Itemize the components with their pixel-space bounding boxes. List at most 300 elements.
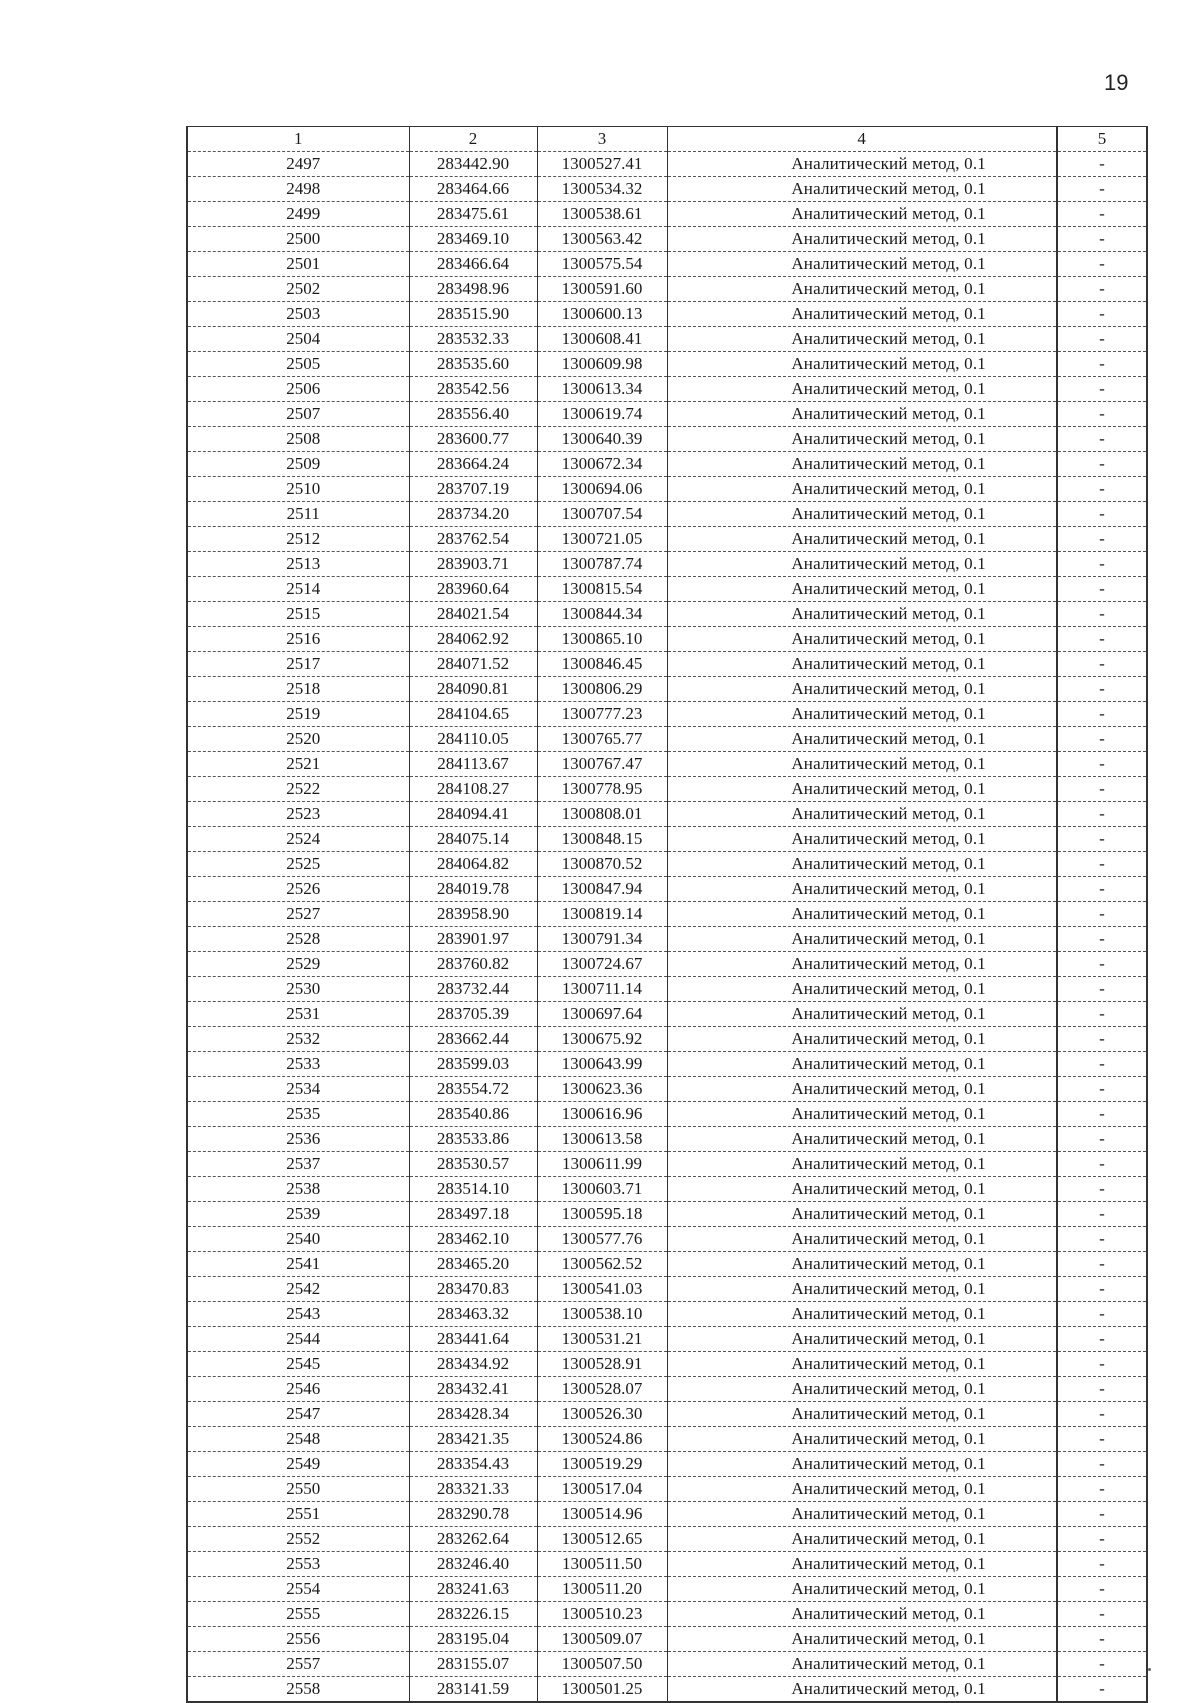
point-number-cell: 2504 bbox=[187, 327, 409, 352]
table-row bbox=[187, 1202, 1147, 1227]
x-coordinate-cell: 283464.66 bbox=[409, 177, 537, 202]
y-coordinate-cell: 1300526.30 bbox=[537, 1402, 667, 1427]
point-number-cell: 2516 bbox=[187, 627, 409, 652]
x-coordinate-cell: 283475.61 bbox=[409, 202, 537, 227]
x-coordinate-cell: 283734.20 bbox=[409, 502, 537, 527]
note-cell: - bbox=[1057, 1252, 1147, 1277]
y-coordinate-cell: 1300848.15 bbox=[537, 827, 667, 852]
note-cell: - bbox=[1057, 727, 1147, 752]
method-accuracy-cell: Аналитический метод, 0.1 bbox=[667, 1677, 1057, 1703]
note-cell: - bbox=[1057, 877, 1147, 902]
note-cell: - bbox=[1057, 1652, 1147, 1677]
method-accuracy-cell: Аналитический метод, 0.1 bbox=[667, 202, 1057, 227]
note-cell: - bbox=[1057, 402, 1147, 427]
y-coordinate-cell: 1300613.34 bbox=[537, 377, 667, 402]
x-coordinate-cell: 283428.34 bbox=[409, 1402, 537, 1427]
y-coordinate-cell: 1300819.14 bbox=[537, 902, 667, 927]
table-row bbox=[187, 227, 1147, 252]
method-accuracy-cell: Аналитический метод, 0.1 bbox=[667, 827, 1057, 852]
column-header-1: 1 bbox=[187, 127, 409, 152]
note-cell: - bbox=[1057, 227, 1147, 252]
method-accuracy-cell: Аналитический метод, 0.1 bbox=[667, 877, 1057, 902]
x-coordinate-cell: 283600.77 bbox=[409, 427, 537, 452]
y-coordinate-cell: 1300510.23 bbox=[537, 1602, 667, 1627]
table-row bbox=[187, 1452, 1147, 1477]
x-coordinate-cell: 284064.82 bbox=[409, 852, 537, 877]
table-row bbox=[187, 152, 1147, 177]
y-coordinate-cell: 1300527.41 bbox=[537, 152, 667, 177]
note-cell: - bbox=[1057, 927, 1147, 952]
x-coordinate-cell: 283530.57 bbox=[409, 1152, 537, 1177]
x-coordinate-cell: 283540.86 bbox=[409, 1102, 537, 1127]
y-coordinate-cell: 1300694.06 bbox=[537, 477, 667, 502]
point-number-cell: 2508 bbox=[187, 427, 409, 452]
table-row bbox=[187, 252, 1147, 277]
note-cell: - bbox=[1057, 752, 1147, 777]
table-row bbox=[187, 1102, 1147, 1127]
y-coordinate-cell: 1300870.52 bbox=[537, 852, 667, 877]
method-accuracy-cell: Аналитический метод, 0.1 bbox=[667, 1177, 1057, 1202]
x-coordinate-cell: 284062.92 bbox=[409, 627, 537, 652]
y-coordinate-cell: 1300806.29 bbox=[537, 677, 667, 702]
y-coordinate-cell: 1300541.03 bbox=[537, 1277, 667, 1302]
method-accuracy-cell: Аналитический метод, 0.1 bbox=[667, 1327, 1057, 1352]
table-row bbox=[187, 302, 1147, 327]
x-coordinate-cell: 283465.20 bbox=[409, 1252, 537, 1277]
note-cell: - bbox=[1057, 477, 1147, 502]
method-accuracy-cell: Аналитический метод, 0.1 bbox=[667, 552, 1057, 577]
x-coordinate-cell: 283463.32 bbox=[409, 1302, 537, 1327]
column-header-5: 5 bbox=[1057, 127, 1147, 152]
x-coordinate-cell: 283901.97 bbox=[409, 927, 537, 952]
y-coordinate-cell: 1300787.74 bbox=[537, 552, 667, 577]
method-accuracy-cell: Аналитический метод, 0.1 bbox=[667, 852, 1057, 877]
point-number-cell: 2536 bbox=[187, 1127, 409, 1152]
y-coordinate-cell: 1300675.92 bbox=[537, 1027, 667, 1052]
method-accuracy-cell: Аналитический метод, 0.1 bbox=[667, 1552, 1057, 1577]
method-accuracy-cell: Аналитический метод, 0.1 bbox=[667, 1127, 1057, 1152]
table-row bbox=[187, 277, 1147, 302]
point-number-cell: 2530 bbox=[187, 977, 409, 1002]
point-number-cell: 2513 bbox=[187, 552, 409, 577]
method-accuracy-cell: Аналитический метод, 0.1 bbox=[667, 427, 1057, 452]
table-row bbox=[187, 1577, 1147, 1602]
scan-speck bbox=[1148, 1668, 1151, 1671]
point-number-cell: 2534 bbox=[187, 1077, 409, 1102]
x-coordinate-cell: 283556.40 bbox=[409, 402, 537, 427]
y-coordinate-cell: 1300514.96 bbox=[537, 1502, 667, 1527]
table-row bbox=[187, 1402, 1147, 1427]
y-coordinate-cell: 1300643.99 bbox=[537, 1052, 667, 1077]
point-number-cell: 2543 bbox=[187, 1302, 409, 1327]
table-row bbox=[187, 677, 1147, 702]
method-accuracy-cell: Аналитический метод, 0.1 bbox=[667, 527, 1057, 552]
note-cell: - bbox=[1057, 977, 1147, 1002]
y-coordinate-cell: 1300591.60 bbox=[537, 277, 667, 302]
note-cell: - bbox=[1057, 1452, 1147, 1477]
method-accuracy-cell: Аналитический метод, 0.1 bbox=[667, 952, 1057, 977]
table-row bbox=[187, 927, 1147, 952]
x-coordinate-cell: 283195.04 bbox=[409, 1627, 537, 1652]
table-row bbox=[187, 352, 1147, 377]
x-coordinate-cell: 283903.71 bbox=[409, 552, 537, 577]
column-header-2: 2 bbox=[409, 127, 537, 152]
point-number-cell: 2541 bbox=[187, 1252, 409, 1277]
note-cell: - bbox=[1057, 1327, 1147, 1352]
x-coordinate-cell: 284110.05 bbox=[409, 727, 537, 752]
method-accuracy-cell: Аналитический метод, 0.1 bbox=[667, 927, 1057, 952]
note-cell: - bbox=[1057, 352, 1147, 377]
table-row bbox=[187, 1502, 1147, 1527]
table-row bbox=[187, 627, 1147, 652]
x-coordinate-cell: 283441.64 bbox=[409, 1327, 537, 1352]
method-accuracy-cell: Аналитический метод, 0.1 bbox=[667, 1227, 1057, 1252]
note-cell: - bbox=[1057, 427, 1147, 452]
x-coordinate-cell: 283533.86 bbox=[409, 1127, 537, 1152]
note-cell: - bbox=[1057, 1227, 1147, 1252]
note-cell: - bbox=[1057, 302, 1147, 327]
x-coordinate-cell: 283421.35 bbox=[409, 1427, 537, 1452]
note-cell: - bbox=[1057, 152, 1147, 177]
point-number-cell: 2548 bbox=[187, 1427, 409, 1452]
point-number-cell: 2511 bbox=[187, 502, 409, 527]
point-number-cell: 2503 bbox=[187, 302, 409, 327]
method-accuracy-cell: Аналитический метод, 0.1 bbox=[667, 1027, 1057, 1052]
method-accuracy-cell: Аналитический метод, 0.1 bbox=[667, 377, 1057, 402]
note-cell: - bbox=[1057, 452, 1147, 477]
method-accuracy-cell: Аналитический метод, 0.1 bbox=[667, 452, 1057, 477]
note-cell: - bbox=[1057, 1102, 1147, 1127]
table-row bbox=[187, 527, 1147, 552]
table-row bbox=[187, 1327, 1147, 1352]
y-coordinate-cell: 1300517.04 bbox=[537, 1477, 667, 1502]
x-coordinate-cell: 284090.81 bbox=[409, 677, 537, 702]
note-cell: - bbox=[1057, 377, 1147, 402]
y-coordinate-cell: 1300511.20 bbox=[537, 1577, 667, 1602]
table-row bbox=[187, 1227, 1147, 1252]
x-coordinate-cell: 283599.03 bbox=[409, 1052, 537, 1077]
x-coordinate-cell: 283321.33 bbox=[409, 1477, 537, 1502]
y-coordinate-cell: 1300512.65 bbox=[537, 1527, 667, 1552]
x-coordinate-cell: 283470.83 bbox=[409, 1277, 537, 1302]
x-coordinate-cell: 283155.07 bbox=[409, 1652, 537, 1677]
table-row bbox=[187, 977, 1147, 1002]
table-row bbox=[187, 427, 1147, 452]
table-row bbox=[187, 1552, 1147, 1577]
note-cell: - bbox=[1057, 1077, 1147, 1102]
x-coordinate-cell: 283498.96 bbox=[409, 277, 537, 302]
x-coordinate-cell: 283535.60 bbox=[409, 352, 537, 377]
x-coordinate-cell: 283469.10 bbox=[409, 227, 537, 252]
method-accuracy-cell: Аналитический метод, 0.1 bbox=[667, 1627, 1057, 1652]
table-row bbox=[187, 852, 1147, 877]
point-number-cell: 2554 bbox=[187, 1577, 409, 1602]
table-row bbox=[187, 552, 1147, 577]
y-coordinate-cell: 1300531.21 bbox=[537, 1327, 667, 1352]
note-cell: - bbox=[1057, 1527, 1147, 1552]
method-accuracy-cell: Аналитический метод, 0.1 bbox=[667, 1652, 1057, 1677]
method-accuracy-cell: Аналитический метод, 0.1 bbox=[667, 777, 1057, 802]
table-header-row bbox=[187, 127, 1147, 152]
y-coordinate-cell: 1300721.05 bbox=[537, 527, 667, 552]
y-coordinate-cell: 1300711.14 bbox=[537, 977, 667, 1002]
y-coordinate-cell: 1300595.18 bbox=[537, 1202, 667, 1227]
x-coordinate-cell: 283760.82 bbox=[409, 952, 537, 977]
table-row bbox=[187, 1602, 1147, 1627]
point-number-cell: 2523 bbox=[187, 802, 409, 827]
note-cell: - bbox=[1057, 1677, 1147, 1703]
x-coordinate-cell: 283732.44 bbox=[409, 977, 537, 1002]
point-number-cell: 2507 bbox=[187, 402, 409, 427]
x-coordinate-cell: 283466.64 bbox=[409, 252, 537, 277]
method-accuracy-cell: Аналитический метод, 0.1 bbox=[667, 577, 1057, 602]
table-row bbox=[187, 727, 1147, 752]
y-coordinate-cell: 1300777.23 bbox=[537, 702, 667, 727]
x-coordinate-cell: 283762.54 bbox=[409, 527, 537, 552]
table-row bbox=[187, 1027, 1147, 1052]
y-coordinate-cell: 1300609.98 bbox=[537, 352, 667, 377]
y-coordinate-cell: 1300577.76 bbox=[537, 1227, 667, 1252]
table-body bbox=[187, 152, 1147, 1703]
note-cell: - bbox=[1057, 1627, 1147, 1652]
point-number-cell: 2518 bbox=[187, 677, 409, 702]
x-coordinate-cell: 283442.90 bbox=[409, 152, 537, 177]
point-number-cell: 2542 bbox=[187, 1277, 409, 1302]
table-row bbox=[187, 1302, 1147, 1327]
method-accuracy-cell: Аналитический метод, 0.1 bbox=[667, 1252, 1057, 1277]
x-coordinate-cell: 284113.67 bbox=[409, 752, 537, 777]
column-header-4: 4 bbox=[667, 127, 1057, 152]
table-row bbox=[187, 902, 1147, 927]
point-number-cell: 2519 bbox=[187, 702, 409, 727]
y-coordinate-cell: 1300619.74 bbox=[537, 402, 667, 427]
point-number-cell: 2557 bbox=[187, 1652, 409, 1677]
method-accuracy-cell: Аналитический метод, 0.1 bbox=[667, 702, 1057, 727]
method-accuracy-cell: Аналитический метод, 0.1 bbox=[667, 677, 1057, 702]
y-coordinate-cell: 1300538.61 bbox=[537, 202, 667, 227]
method-accuracy-cell: Аналитический метод, 0.1 bbox=[667, 802, 1057, 827]
y-coordinate-cell: 1300563.42 bbox=[537, 227, 667, 252]
point-number-cell: 2506 bbox=[187, 377, 409, 402]
method-accuracy-cell: Аналитический метод, 0.1 bbox=[667, 1077, 1057, 1102]
point-number-cell: 2528 bbox=[187, 927, 409, 952]
point-number-cell: 2558 bbox=[187, 1677, 409, 1703]
method-accuracy-cell: Аналитический метод, 0.1 bbox=[667, 402, 1057, 427]
method-accuracy-cell: Аналитический метод, 0.1 bbox=[667, 902, 1057, 927]
point-number-cell: 2532 bbox=[187, 1027, 409, 1052]
table-row bbox=[187, 952, 1147, 977]
method-accuracy-cell: Аналитический метод, 0.1 bbox=[667, 1302, 1057, 1327]
x-coordinate-cell: 283246.40 bbox=[409, 1552, 537, 1577]
y-coordinate-cell: 1300528.91 bbox=[537, 1352, 667, 1377]
method-accuracy-cell: Аналитический метод, 0.1 bbox=[667, 752, 1057, 777]
x-coordinate-cell: 283515.90 bbox=[409, 302, 537, 327]
x-coordinate-cell: 283241.63 bbox=[409, 1577, 537, 1602]
note-cell: - bbox=[1057, 627, 1147, 652]
method-accuracy-cell: Аналитический метод, 0.1 bbox=[667, 1502, 1057, 1527]
point-number-cell: 2550 bbox=[187, 1477, 409, 1502]
table-row bbox=[187, 327, 1147, 352]
table-row bbox=[187, 1277, 1147, 1302]
note-cell: - bbox=[1057, 1602, 1147, 1627]
y-coordinate-cell: 1300507.50 bbox=[537, 1652, 667, 1677]
method-accuracy-cell: Аналитический метод, 0.1 bbox=[667, 277, 1057, 302]
table-row bbox=[187, 377, 1147, 402]
x-coordinate-cell: 284094.41 bbox=[409, 802, 537, 827]
method-accuracy-cell: Аналитический метод, 0.1 bbox=[667, 352, 1057, 377]
note-cell: - bbox=[1057, 527, 1147, 552]
table-row bbox=[187, 1352, 1147, 1377]
note-cell: - bbox=[1057, 1002, 1147, 1027]
x-coordinate-cell: 283958.90 bbox=[409, 902, 537, 927]
y-coordinate-cell: 1300865.10 bbox=[537, 627, 667, 652]
point-number-cell: 2526 bbox=[187, 877, 409, 902]
y-coordinate-cell: 1300778.95 bbox=[537, 777, 667, 802]
table-row bbox=[187, 1377, 1147, 1402]
table-row bbox=[187, 1252, 1147, 1277]
y-coordinate-cell: 1300672.34 bbox=[537, 452, 667, 477]
note-cell: - bbox=[1057, 1402, 1147, 1427]
method-accuracy-cell: Аналитический метод, 0.1 bbox=[667, 1352, 1057, 1377]
table-row bbox=[187, 502, 1147, 527]
y-coordinate-cell: 1300562.52 bbox=[537, 1252, 667, 1277]
point-number-cell: 2499 bbox=[187, 202, 409, 227]
note-cell: - bbox=[1057, 702, 1147, 727]
y-coordinate-cell: 1300640.39 bbox=[537, 427, 667, 452]
x-coordinate-cell: 284071.52 bbox=[409, 652, 537, 677]
method-accuracy-cell: Аналитический метод, 0.1 bbox=[667, 1377, 1057, 1402]
method-accuracy-cell: Аналитический метод, 0.1 bbox=[667, 227, 1057, 252]
note-cell: - bbox=[1057, 1052, 1147, 1077]
method-accuracy-cell: Аналитический метод, 0.1 bbox=[667, 1402, 1057, 1427]
note-cell: - bbox=[1057, 1427, 1147, 1452]
table-row bbox=[187, 1177, 1147, 1202]
x-coordinate-cell: 283664.24 bbox=[409, 452, 537, 477]
x-coordinate-cell: 284021.54 bbox=[409, 602, 537, 627]
table-row bbox=[187, 1427, 1147, 1452]
table-row bbox=[187, 177, 1147, 202]
note-cell: - bbox=[1057, 1277, 1147, 1302]
y-coordinate-cell: 1300791.34 bbox=[537, 927, 667, 952]
table-row bbox=[187, 1002, 1147, 1027]
method-accuracy-cell: Аналитический метод, 0.1 bbox=[667, 977, 1057, 1002]
method-accuracy-cell: Аналитический метод, 0.1 bbox=[667, 627, 1057, 652]
table-row bbox=[187, 1152, 1147, 1177]
y-coordinate-cell: 1300603.71 bbox=[537, 1177, 667, 1202]
y-coordinate-cell: 1300511.50 bbox=[537, 1552, 667, 1577]
x-coordinate-cell: 283141.59 bbox=[409, 1677, 537, 1703]
y-coordinate-cell: 1300616.96 bbox=[537, 1102, 667, 1127]
method-accuracy-cell: Аналитический метод, 0.1 bbox=[667, 1477, 1057, 1502]
method-accuracy-cell: Аналитический метод, 0.1 bbox=[667, 502, 1057, 527]
note-cell: - bbox=[1057, 202, 1147, 227]
x-coordinate-cell: 283707.19 bbox=[409, 477, 537, 502]
method-accuracy-cell: Аналитический метод, 0.1 bbox=[667, 252, 1057, 277]
y-coordinate-cell: 1300847.94 bbox=[537, 877, 667, 902]
method-accuracy-cell: Аналитический метод, 0.1 bbox=[667, 1277, 1057, 1302]
method-accuracy-cell: Аналитический метод, 0.1 bbox=[667, 1052, 1057, 1077]
note-cell: - bbox=[1057, 952, 1147, 977]
table-row bbox=[187, 652, 1147, 677]
y-coordinate-cell: 1300815.54 bbox=[537, 577, 667, 602]
table-row bbox=[187, 877, 1147, 902]
point-number-cell: 2501 bbox=[187, 252, 409, 277]
y-coordinate-cell: 1300765.77 bbox=[537, 727, 667, 752]
column-header-3: 3 bbox=[537, 127, 667, 152]
method-accuracy-cell: Аналитический метод, 0.1 bbox=[667, 1002, 1057, 1027]
x-coordinate-cell: 283354.43 bbox=[409, 1452, 537, 1477]
y-coordinate-cell: 1300613.58 bbox=[537, 1127, 667, 1152]
note-cell: - bbox=[1057, 1127, 1147, 1152]
note-cell: - bbox=[1057, 252, 1147, 277]
y-coordinate-cell: 1300524.86 bbox=[537, 1427, 667, 1452]
note-cell: - bbox=[1057, 1202, 1147, 1227]
table-row bbox=[187, 827, 1147, 852]
point-number-cell: 2545 bbox=[187, 1352, 409, 1377]
table-row bbox=[187, 702, 1147, 727]
point-number-cell: 2500 bbox=[187, 227, 409, 252]
note-cell: - bbox=[1057, 852, 1147, 877]
coordinates-table bbox=[186, 126, 1148, 1703]
y-coordinate-cell: 1300600.13 bbox=[537, 302, 667, 327]
table-row bbox=[187, 752, 1147, 777]
point-number-cell: 2515 bbox=[187, 602, 409, 627]
y-coordinate-cell: 1300767.47 bbox=[537, 752, 667, 777]
method-accuracy-cell: Аналитический метод, 0.1 bbox=[667, 152, 1057, 177]
y-coordinate-cell: 1300538.10 bbox=[537, 1302, 667, 1327]
note-cell: - bbox=[1057, 1377, 1147, 1402]
y-coordinate-cell: 1300808.01 bbox=[537, 802, 667, 827]
note-cell: - bbox=[1057, 1477, 1147, 1502]
note-cell: - bbox=[1057, 277, 1147, 302]
y-coordinate-cell: 1300724.67 bbox=[537, 952, 667, 977]
note-cell: - bbox=[1057, 827, 1147, 852]
method-accuracy-cell: Аналитический метод, 0.1 bbox=[667, 1602, 1057, 1627]
method-accuracy-cell: Аналитический метод, 0.1 bbox=[667, 1527, 1057, 1552]
y-coordinate-cell: 1300623.36 bbox=[537, 1077, 667, 1102]
table-row bbox=[187, 1652, 1147, 1677]
table-row bbox=[187, 1477, 1147, 1502]
x-coordinate-cell: 283226.15 bbox=[409, 1602, 537, 1627]
x-coordinate-cell: 284104.65 bbox=[409, 702, 537, 727]
method-accuracy-cell: Аналитический метод, 0.1 bbox=[667, 1427, 1057, 1452]
y-coordinate-cell: 1300611.99 bbox=[537, 1152, 667, 1177]
note-cell: - bbox=[1057, 1502, 1147, 1527]
point-number-cell: 2510 bbox=[187, 477, 409, 502]
x-coordinate-cell: 284019.78 bbox=[409, 877, 537, 902]
x-coordinate-cell: 283960.64 bbox=[409, 577, 537, 602]
point-number-cell: 2497 bbox=[187, 152, 409, 177]
note-cell: - bbox=[1057, 1177, 1147, 1202]
x-coordinate-cell: 283554.72 bbox=[409, 1077, 537, 1102]
y-coordinate-cell: 1300846.45 bbox=[537, 652, 667, 677]
x-coordinate-cell: 283432.41 bbox=[409, 1377, 537, 1402]
point-number-cell: 2525 bbox=[187, 852, 409, 877]
note-cell: - bbox=[1057, 327, 1147, 352]
point-number-cell: 2512 bbox=[187, 527, 409, 552]
method-accuracy-cell: Аналитический метод, 0.1 bbox=[667, 327, 1057, 352]
x-coordinate-cell: 283542.56 bbox=[409, 377, 537, 402]
table-row bbox=[187, 477, 1147, 502]
coordinates-table-frame bbox=[186, 126, 1146, 1703]
page-number: 19 bbox=[1104, 70, 1129, 95]
point-number-cell: 2509 bbox=[187, 452, 409, 477]
note-cell: - bbox=[1057, 177, 1147, 202]
x-coordinate-cell: 283705.39 bbox=[409, 1002, 537, 1027]
table-row bbox=[187, 1052, 1147, 1077]
table-row bbox=[187, 1627, 1147, 1652]
point-number-cell: 2520 bbox=[187, 727, 409, 752]
